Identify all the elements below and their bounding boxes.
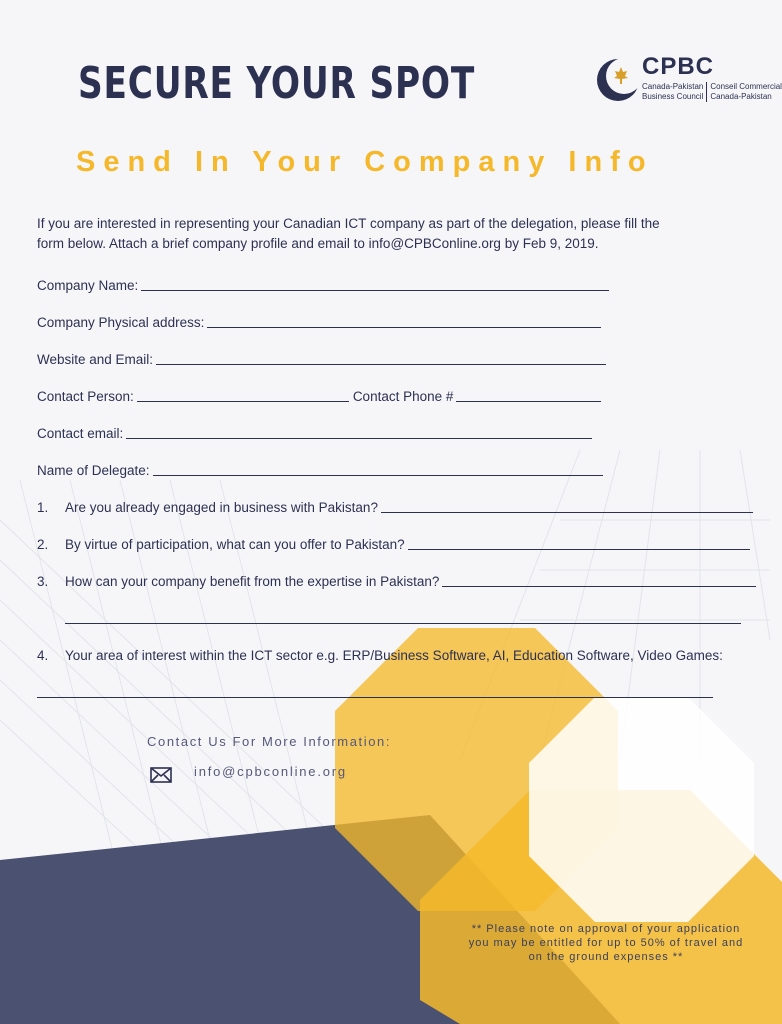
logo-name: CPBC: [642, 53, 715, 80]
white-octagon: [529, 697, 754, 922]
website-email-label: Website and Email:: [37, 352, 154, 367]
question-3-continuation[interactable]: [37, 609, 757, 646]
question-2-text: By virtue of participation, what can you offer to Pakistan?: [65, 537, 405, 552]
company-name-line[interactable]: [141, 276, 609, 291]
logo-line1-left: Canada-Pakistan: [642, 82, 704, 91]
question-3[interactable]: [37, 572, 757, 609]
logo-line2-left: Business Council: [642, 92, 704, 101]
website-email-field[interactable]: [37, 350, 757, 387]
physical-address-field[interactable]: [37, 313, 757, 350]
question-3-number: 3.: [37, 574, 49, 589]
contact-email-link[interactable]: info@cpbconline.org: [194, 764, 347, 779]
contact-email-label: Contact email:: [37, 426, 124, 441]
travel-expense-note: ** Please note on approval of your application you may be entitled for up to 50% of travel and on the ground expenses **: [468, 923, 744, 963]
company-name-label: Company Name:: [37, 278, 139, 293]
crescent-maple-leaf-icon: [594, 54, 640, 110]
contact-email-field[interactable]: [37, 424, 757, 461]
question-1-number: 1.: [37, 500, 49, 515]
envelope-icon: [150, 767, 172, 783]
cpbc-logo: [594, 53, 782, 110]
question-4[interactable]: [37, 646, 757, 683]
question-4-answer[interactable]: [37, 683, 757, 720]
question-4-line[interactable]: [37, 683, 713, 698]
question-2-number: 2.: [37, 537, 49, 552]
contact-person-field[interactable]: [37, 387, 757, 424]
question-3-text: How can your company benefit from the expertise in Pakistan?: [65, 574, 440, 589]
application-form: [37, 276, 757, 720]
delegate-name-label: Name of Delegate:: [37, 463, 150, 478]
contact-phone-label: Contact Phone #: [352, 389, 454, 404]
contact-person-line[interactable]: [137, 387, 349, 402]
company-name-field[interactable]: [37, 276, 757, 313]
page-title: SECURE YOUR SPOT: [78, 58, 476, 109]
delegate-name-line[interactable]: [153, 461, 603, 476]
question-1-text: Are you already engaged in business with Pakistan?: [65, 500, 378, 515]
contact-person-label: Contact Person:: [37, 389, 134, 404]
page-subtitle: Send In Your Company Info: [76, 146, 654, 178]
physical-address-label: Company Physical address:: [37, 315, 205, 330]
question-1-line[interactable]: [381, 498, 753, 513]
website-email-line[interactable]: [156, 350, 606, 365]
logo-line1-right: Conseil Commercial: [710, 82, 782, 91]
question-4-text: Your area of interest within the ICT sector e.g. ERP/Business Software, AI, Education Software, Video Games:: [65, 648, 723, 663]
question-2-line[interactable]: [408, 535, 750, 550]
contact-email-line[interactable]: [126, 424, 592, 439]
physical-address-line[interactable]: [207, 313, 601, 328]
contact-phone-line[interactable]: [456, 387, 601, 402]
logo-line2-right: Canada-Pakistan: [710, 92, 772, 101]
question-1[interactable]: [37, 498, 757, 535]
question-2[interactable]: [37, 535, 757, 572]
question-4-number: 4.: [37, 648, 49, 663]
contact-heading: Contact Us For More Information:: [147, 734, 392, 749]
intro-paragraph: If you are interested in representing your Canadian ICT company as part of the delegation, please fill the form below. Attach a brief company profile and email to info@CPBConline.org by Feb 9, 2019.: [37, 216, 660, 251]
delegate-name-field[interactable]: [37, 461, 757, 498]
question-3-line[interactable]: [442, 572, 756, 587]
question-3-extra-line[interactable]: [65, 609, 741, 624]
